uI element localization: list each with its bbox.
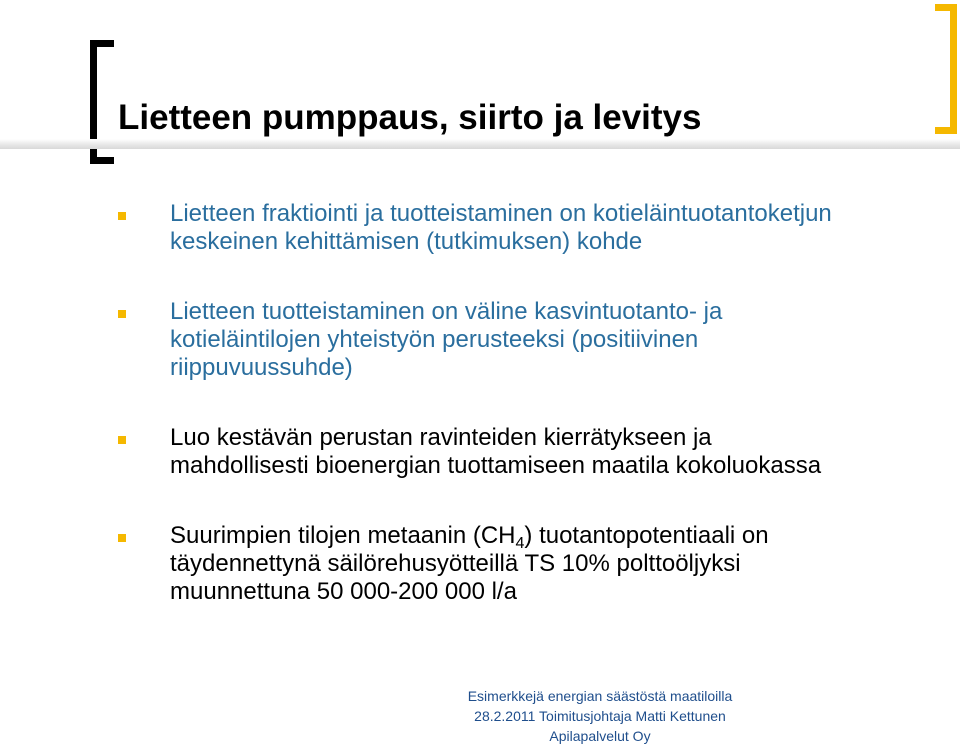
bullet-text-part: Suurimpien tilojen metaanin (CH xyxy=(170,522,516,549)
bullet-text: Lietteen fraktiointi ja tuotteistaminen on kotieläintuotantoketjun keskeinen kehittämisen (tutkimuksen) kohde xyxy=(170,200,832,255)
right-bracket-decoration xyxy=(935,4,957,134)
bullet-item-methane-potential xyxy=(118,522,953,606)
square-bullet-icon xyxy=(118,534,126,542)
bullet-item-nutrient-recycling xyxy=(118,424,953,522)
square-bullet-icon xyxy=(118,212,126,220)
footer-presentation-title: Esimerkkejä energian säästöstä maatiloilla xyxy=(467,688,733,704)
bullet-item-productization xyxy=(118,298,953,424)
title-underline-band xyxy=(0,139,960,149)
bullet-list xyxy=(118,200,953,606)
bullet-item-fractionation xyxy=(118,200,953,298)
slide-title: Lietteen pumppaus, siirto ja levitys xyxy=(118,98,702,137)
footer-company: Apilapalvelut Oy xyxy=(549,728,651,744)
methane-subscript: 4 xyxy=(515,535,525,552)
bullet-text-part: ) tuotantopotentiaali on xyxy=(524,522,769,549)
bullet-text-part: täydennettynä säilörehusyötteillä TS 10% polttoöljyksi muunnettuna 50 000-200 000 l/a xyxy=(170,550,741,605)
bullet-text xyxy=(170,522,953,606)
footer-date-author: 28.2.2011 Toimitusjohtaja Matti Kettunen xyxy=(474,708,726,724)
bullet-text: Lietteen tuotteistaminen on väline kasvintuotanto- ja kotieläintilojen yhteistyön perusteeksi (positiivinen riippuvuussuhde) xyxy=(170,298,723,381)
square-bullet-icon xyxy=(118,310,126,318)
bullet-text: Luo kestävän perustan ravinteiden kierrätykseen ja mahdollisesti bioenergian tuottamiseen maatila kokoluokassa xyxy=(170,424,822,479)
slide-footer xyxy=(360,686,840,746)
square-bullet-icon xyxy=(118,436,126,444)
